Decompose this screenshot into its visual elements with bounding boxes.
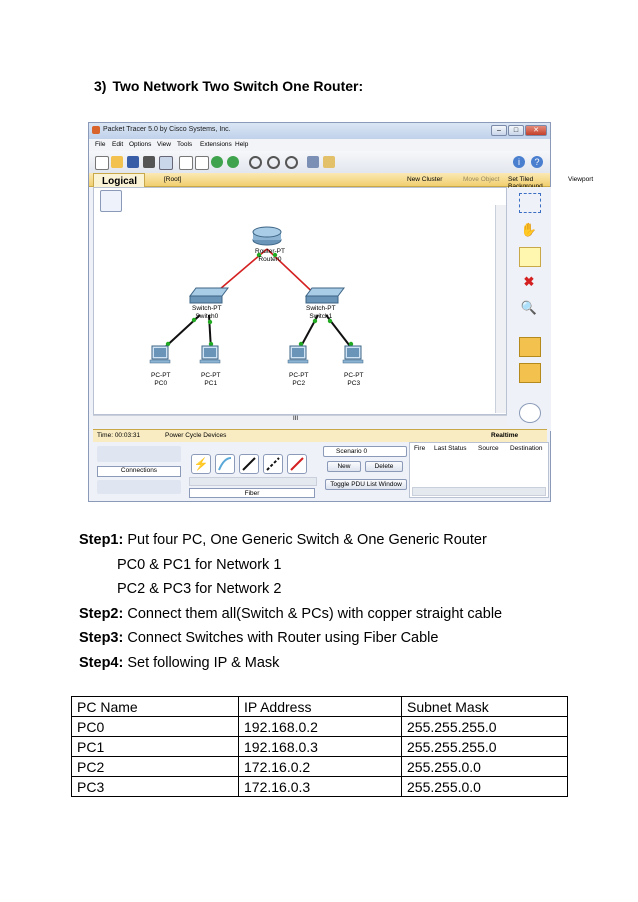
inspect-icon[interactable]: 🔍	[520, 300, 538, 315]
menu-edit[interactable]: Edit	[112, 141, 124, 148]
step-1	[79, 528, 487, 553]
zoom-out-icon[interactable]	[285, 156, 298, 169]
open-folder-icon[interactable]	[111, 156, 123, 168]
step-2	[79, 602, 502, 627]
network-2-text: PC2 & PC3 for Network 2	[117, 581, 282, 597]
section-title: Two Network Two Switch One Router:	[112, 78, 364, 94]
viewport-button[interactable]: Viewport	[568, 176, 594, 183]
step-3-text: Connect Switches with Router using Fiber Cable	[123, 630, 439, 646]
undo-icon[interactable]	[211, 156, 223, 168]
pc1-model: PC-PT	[201, 372, 221, 379]
device-type-icons[interactable]	[97, 446, 181, 462]
activity-wizard-icon[interactable]	[159, 156, 173, 170]
switch0-label	[192, 305, 222, 321]
delete-icon[interactable]: ✖	[523, 274, 535, 289]
cell-ip-address: 172.16.0.3	[239, 777, 402, 797]
step-1-network-2	[117, 577, 281, 602]
copper-cross-icon[interactable]	[263, 454, 283, 474]
switch1-name: Switch1	[309, 313, 333, 320]
menu-options[interactable]: Options	[129, 141, 152, 148]
router0-label	[255, 248, 285, 264]
root-label[interactable]: [Root]	[164, 176, 182, 183]
pc0-label	[151, 372, 171, 388]
pc2-icon[interactable]	[288, 346, 308, 363]
step-4-text: Set following IP & Mask	[123, 654, 280, 671]
cell-subnet-mask: 255.255.255.0	[402, 717, 568, 737]
switch1-label	[306, 305, 336, 321]
add-simple-pdu-icon[interactable]	[519, 337, 541, 357]
print-icon[interactable]	[143, 156, 155, 168]
section-number: 3)	[94, 78, 107, 94]
cable-scrollbar[interactable]	[189, 477, 317, 486]
pdu-list	[409, 442, 549, 498]
delete-scenario-button[interactable]: Delete	[365, 461, 403, 472]
tab-logical[interactable]: Logical	[93, 173, 145, 189]
pc1-label	[201, 372, 221, 388]
console-cable-icon[interactable]	[215, 454, 235, 474]
step-4	[79, 651, 279, 676]
save-icon[interactable]	[127, 156, 139, 168]
time-display: Time: 00:03:31	[97, 432, 141, 439]
add-complex-pdu-icon[interactable]	[519, 363, 541, 383]
step-1-label: Step1:	[79, 532, 124, 548]
header-ip-address: IP Address	[239, 697, 402, 717]
new-cluster-button[interactable]: New Cluster	[407, 176, 443, 183]
table-row	[72, 717, 568, 737]
pdu-col-source: Source	[478, 445, 499, 452]
time-status-bar	[93, 429, 547, 443]
toggle-pdu-list-button[interactable]: Toggle PDU List Window	[325, 479, 407, 490]
section-heading	[94, 78, 363, 94]
minimize-button[interactable]: –	[491, 125, 507, 136]
router0-model: Router-PT	[255, 248, 285, 255]
cell-ip-address: 192.168.0.3	[239, 737, 402, 757]
pdu-scrollbar[interactable]	[412, 487, 546, 496]
redo-icon[interactable]	[227, 156, 239, 168]
maximize-button[interactable]: □	[508, 125, 524, 136]
new-file-icon[interactable]	[95, 156, 109, 170]
pc3-model: PC-PT	[344, 372, 364, 379]
scroll-grip: III	[293, 416, 299, 422]
switch0-model: Switch-PT	[192, 305, 222, 312]
fiber-cable-icon[interactable]	[287, 454, 307, 474]
switch1-icon[interactable]	[306, 288, 344, 303]
header-subnet-mask: Subnet Mask	[402, 697, 568, 717]
network-1-text: PC0 & PC1 for Network 1	[117, 556, 282, 573]
pc0-model: PC-PT	[151, 372, 171, 379]
pc2-name: PC2	[292, 380, 306, 387]
close-button[interactable]: ✕	[525, 125, 547, 136]
step-1-text: Put four PC, One Generic Switch & One Generic Router	[123, 532, 487, 548]
menu-view[interactable]: View	[157, 141, 171, 148]
menu-bar	[89, 139, 550, 151]
bottom-panel	[93, 442, 547, 500]
paste-icon[interactable]	[195, 156, 209, 170]
logical-workspace[interactable]	[93, 187, 507, 415]
cell-pc-name: PC1	[72, 737, 239, 757]
cell-subnet-mask: 255.255.0.0	[402, 757, 568, 777]
drawing-palette-icon[interactable]	[307, 156, 319, 168]
window-title: Packet Tracer 5.0 by Cisco Systems, Inc.	[103, 126, 231, 133]
pc1-icon[interactable]	[200, 346, 220, 363]
logical-workspace-bar	[89, 173, 594, 187]
router0-icon[interactable]	[253, 227, 281, 245]
step-2-text: Connect them all(Switch & PCs) with copper straight cable	[123, 605, 503, 622]
cell-ip-address: 172.16.0.2	[239, 757, 402, 777]
cell-ip-address: 192.168.0.2	[239, 717, 402, 737]
pc1-name: PC1	[204, 380, 218, 387]
app-logo-icon	[92, 126, 100, 134]
step-3	[79, 626, 438, 651]
device-type-panel	[93, 442, 185, 498]
copy-icon[interactable]	[179, 156, 193, 170]
ip-address-table	[71, 696, 568, 797]
router0-name: Router0	[258, 256, 282, 263]
table-header-row	[72, 697, 568, 717]
connections-label: Connections	[97, 466, 181, 477]
menu-file[interactable]: File	[95, 141, 106, 148]
pdu-col-fire: Fire	[414, 445, 426, 452]
step-3-label: Step3:	[79, 630, 124, 646]
menu-extensions[interactable]: Extensions	[200, 141, 232, 148]
workspace-horizontal-scrollbar[interactable]	[93, 415, 507, 426]
table-row	[72, 777, 568, 797]
select-icon[interactable]	[519, 193, 541, 213]
workspace-vertical-scrollbar[interactable]	[495, 205, 506, 413]
step-2-label: Step2:	[79, 605, 124, 622]
table-row	[72, 737, 568, 757]
cell-subnet-mask: 255.255.255.0	[402, 737, 568, 757]
cable-selection-panel	[189, 444, 319, 500]
pc3-label	[344, 372, 364, 388]
menu-help[interactable]: Help	[235, 141, 249, 148]
zoom-reset-icon[interactable]	[267, 156, 280, 169]
switch0-icon[interactable]	[190, 288, 228, 303]
step-1-network-1	[117, 553, 281, 578]
pc3-icon[interactable]	[343, 346, 363, 363]
pc2-model: PC-PT	[289, 372, 309, 379]
table-row	[72, 757, 568, 777]
copper-straight-icon[interactable]	[239, 454, 259, 474]
auto-cable-icon[interactable]: ⚡	[191, 454, 211, 474]
header-pc-name: PC Name	[72, 697, 239, 717]
place-note-icon[interactable]	[519, 247, 541, 267]
menu-tools[interactable]: Tools	[177, 141, 193, 148]
info-icon[interactable]: i	[513, 156, 525, 168]
cell-pc-name: PC2	[72, 757, 239, 777]
device-subtype-icons[interactable]	[97, 480, 181, 494]
help-icon[interactable]: ?	[531, 156, 543, 168]
move-object-button[interactable]: Move Object	[463, 176, 500, 183]
switch0-name: Switch0	[195, 313, 219, 320]
common-tools-bar	[509, 187, 551, 431]
scenario-select[interactable]: Scenario 0	[323, 446, 407, 457]
pc3-name: PC3	[347, 380, 361, 387]
realtime-clock-icon[interactable]	[519, 403, 541, 423]
scenario-panel	[323, 442, 407, 498]
new-scenario-button[interactable]: New	[327, 461, 361, 472]
step-4-label: Step4:	[79, 654, 124, 671]
pc0-icon[interactable]	[150, 346, 170, 363]
switch1-model: Switch-PT	[306, 305, 336, 312]
pdu-col-destination: Destination	[510, 445, 543, 452]
cell-subnet-mask: 255.255.0.0	[402, 777, 568, 797]
toolbar	[89, 151, 550, 174]
selected-cable-label: Fiber	[189, 488, 315, 498]
power-cycle-button[interactable]: Power Cycle Devices	[165, 432, 227, 439]
pdu-col-last-status: Last Status	[434, 445, 467, 452]
zoom-in-icon[interactable]	[249, 156, 262, 169]
cell-pc-name: PC3	[72, 777, 239, 797]
pc2-label	[289, 372, 309, 388]
realtime-mode-label[interactable]: Realtime	[491, 432, 519, 439]
cell-pc-name: PC0	[72, 717, 239, 737]
move-layout-icon[interactable]: ✋	[520, 222, 538, 237]
pc0-name: PC0	[154, 380, 168, 387]
custom-device-icon[interactable]	[323, 156, 335, 168]
title-bar	[89, 123, 550, 139]
set-tiled-background-button[interactable]: Set Tiled	[508, 176, 534, 183]
packet-tracer-screenshot	[88, 122, 594, 502]
